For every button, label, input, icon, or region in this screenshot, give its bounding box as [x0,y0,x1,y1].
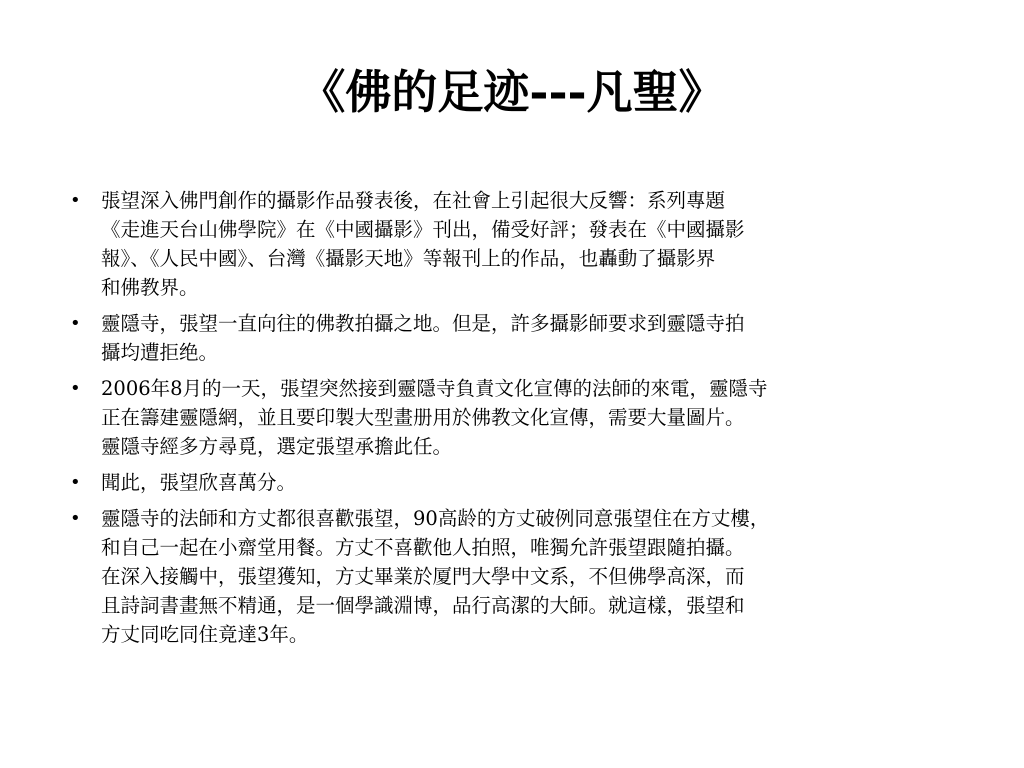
bullet-marker: • [70,313,81,334]
bullet-marker: • [70,190,81,211]
slide-title: 《佛的足迹---凡聖》 [299,65,725,119]
bullet-text-line: 和自己一起在小齋堂用餐。方丈不喜歡他人拍照，唯獨允許張望跟隨拍攝。 [101,536,745,559]
bullet-item [70,504,970,649]
bullet-text-line: 靈隱寺，張望一直向往的佛教拍攝之地。但是，許多攝影師要求到靈隱寺拍 [101,312,745,335]
bullet-marker: • [70,378,81,399]
bullet-item [70,468,970,497]
bullet-item [70,309,970,367]
bullet-text-line: 且詩詞書畫無不精通，是一個學識淵博，品行高潔的大師。就這樣，張望和 [101,594,745,617]
bullet-text-line: 在深入接觸中，張望獲知，方丈畢業於厦門大學中文系，不但佛學高深，而 [101,565,745,588]
bullet-list [70,186,970,656]
bullet-marker: • [70,472,81,493]
bullet-text-line: 報》、《人民中國》、台灣《攝影天地》等報刊上的作品，也轟動了攝影界 [101,247,716,270]
bullet-text-line: 和佛教界。 [101,276,199,299]
bullet-item [70,186,970,302]
bullet-text-line: 2006年8月的一天，張望突然接到靈隱寺負責文化宣傳的法師的來電，靈隱寺 [101,377,768,400]
bullet-text-line: 靈隱寺經多方尋覓，選定張望承擔此任。 [101,435,453,458]
bullet-marker: • [70,508,81,529]
bullet-text-line: 聞此，張望欣喜萬分。 [101,471,297,494]
bullet-text-line: 方丈同吃同住竟達3年。 [101,623,309,646]
bullet-text-line: 《走進天台山佛學院》在《中國攝影》刊出，備受好評；發表在《中國攝影 [101,218,745,241]
bullet-item [70,374,970,461]
bullet-text-line: 攝均遭拒绝。 [101,341,219,364]
bullet-text-line: 張望深入佛門創作的攝影作品發表後，在社會上引起很大反響：系列專題 [101,189,726,212]
bullet-text-line: 正在籌建靈隱網，並且要印製大型畫册用於佛教文化宣傳，需要大量圖片。 [101,406,745,429]
bullet-text-line: 靈隱寺的法師和方丈都很喜歡張望，90高龄的方丈破例同意張望住在方丈樓， [101,507,770,530]
